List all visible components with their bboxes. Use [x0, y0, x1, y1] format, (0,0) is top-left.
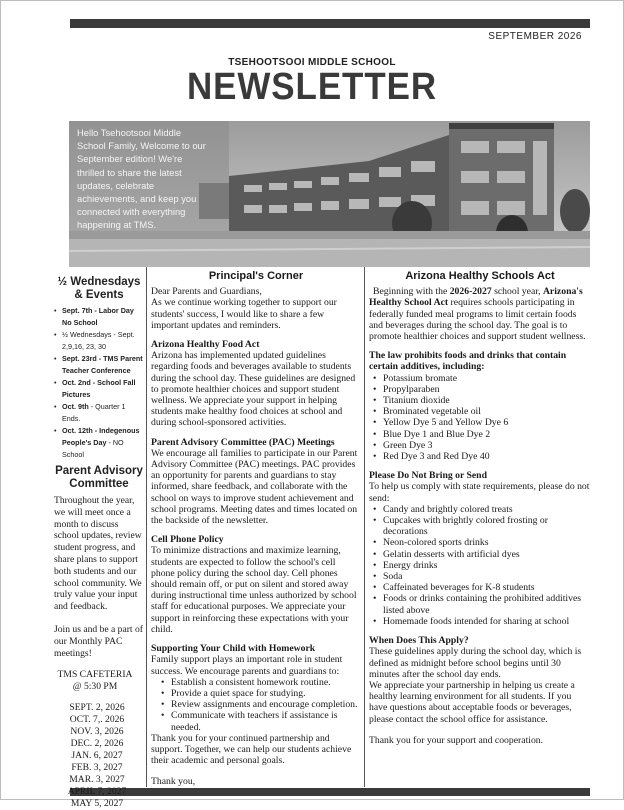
homework-list [151, 677, 361, 733]
sidebar [54, 276, 144, 810]
thanks-text: Thank you for your support and cooperation. [369, 734, 544, 746]
list-item: • Caffeinated beverages for K-8 students [373, 582, 591, 593]
list-item: • Neon-colored sports drinks [373, 537, 591, 548]
welcome-message: Hello Tsehootsooi Middle School Family, Welcome to our September edition! We're thrilled to share the latest updates, celebrate achievements, and keep you connected with everything happening at TMS. [77, 127, 206, 231]
list-item: • Gelatin desserts with artificial dyes [373, 549, 591, 560]
header-bar [70, 19, 590, 28]
donot-heading: Please Do Not Bring or Send [369, 470, 487, 482]
event-item: • Oct. 12th - Indegenous People's Day - NO School [54, 425, 144, 461]
when-text: These guidelines apply during the school day, which is defined as midnight before school begins until 30 minutes after the school day ends. [369, 646, 582, 680]
event-item: • Oct. 9th - Quarter 1 Ends. [54, 401, 144, 425]
pac-meetings-text: We encourage all families to participate in our Parent Advisory Committee (PAC) meetings. PAC provides an opportunity for parents and guardians to stay informed, share feedback, and collaborate with the school on ways to improve student achievement and school programs. Meeting dates and times located on the backside of the newsletter. [151, 447, 358, 527]
issue-date: SEPTEMBER 2026 [488, 31, 582, 42]
food-act-heading: Arizona Healthy Food Act [151, 339, 260, 351]
list-item: • Energy drinks [373, 560, 591, 571]
meeting-date: NOV. 3, 2026 [70, 726, 124, 738]
donot-text: To help us comply with state requirements, please do not send: [369, 481, 590, 504]
meeting-date: FEB. 3, 2027 [71, 761, 123, 773]
principal-intro: As we continue working together to support our students' success, I would like to share a few important updates and reminders. [151, 297, 337, 331]
meeting-date: JAN. 6, 2027 [71, 749, 123, 761]
signoff: Thank you, [151, 776, 196, 788]
healthy-schools-act [369, 271, 591, 746]
list-item: • Potassium bromate [373, 373, 591, 384]
list-item: • Yellow Dye 5 and Yellow Dye 6 [373, 417, 591, 428]
list-item: • Red Dye 3 and Red Dye 40 [373, 451, 591, 462]
when-heading: When Does This Apply? [369, 635, 469, 647]
food-act-text: Arizona has implemented updated guidelines regarding foods and beverages available to students during the school day. These guidelines are designed to promote healthier choices and support student wellness. We appreciate your support in helping students make healthy food choices at school and during school-sponsored activities. [151, 350, 356, 429]
pac-description: Throughout the year, we will meet once a month to discuss school updates, review student progress, and share plans to support both students and our school community. We truly value your input and feedback. [54, 495, 142, 613]
list-item: • Candy and brightly colored treats [373, 504, 591, 515]
list-item: • Homemade foods intended for sharing at school [373, 616, 591, 627]
pac-heading: Parent Advisory Committee [55, 465, 143, 490]
list-item: • Titanium dioxide [373, 395, 591, 406]
greeting: Dear Parents and Guardians, [151, 286, 262, 298]
closing-text: Thank you for your continued partnership and support. Together, we can help our students achieve their academic and personal goals. [151, 732, 352, 767]
principal-heading: Principal's Corner [208, 270, 304, 282]
event-item: • Sept. 7th - Labor Day No School [54, 305, 144, 329]
homework-text: Family support plays an important role in student success. We encourage parents and guardians to: [151, 654, 343, 677]
meeting-date: OCT. 7,. 2026 [69, 714, 125, 726]
meeting-date: MAY 5, 2027 [70, 797, 124, 809]
meeting-location: TMS CAFETERIA @ 5:30 PM [57, 669, 133, 693]
donot-list [369, 504, 591, 627]
pac-meetings-heading: Parent Advisory Committee (PAC) Meetings [151, 436, 335, 448]
healthy-intro: Beginning with the 2026-2027 school year, Arizona's Healthy School Act requires schools participating in federally funded meal programs to limit certain foods and beverages during the school day. The goal is to promote healthier choices and support student wellness. [369, 286, 586, 343]
cell-phone-heading: Cell Phone Policy [151, 534, 224, 546]
list-item: • Cupcakes with brightly colored frosting or decorations [373, 515, 591, 537]
appreciate-text: We appreciate your partnership in helping us create a healthy learning environment for all students. If you have questions about acceptable foods or beverages, please contact the school office for assistance. [369, 679, 575, 725]
column-divider-left [146, 267, 147, 787]
list-item: • Soda [373, 571, 591, 582]
additives-list [369, 373, 591, 463]
pac-invitation: Join us and be a part of our Monthly PAC meetings! [54, 623, 143, 659]
meeting-date: SEPT. 2, 2026 [69, 702, 125, 714]
list-item: • Brominated vegetable oil [373, 406, 591, 417]
list-item: • Blue Dye 1 and Blue Dye 2 [373, 429, 591, 440]
homework-heading: Supporting Your Child with Homework [151, 643, 316, 655]
list-item: • Green Dye 3 [373, 440, 591, 451]
prohibits-heading: The law prohibits foods and drinks that contain certain additives, including: [369, 350, 567, 373]
events-heading: ½ Wednesdays & Events [57, 276, 141, 301]
list-item: • Propylparaben [373, 384, 591, 395]
hero-image [69, 121, 590, 267]
meeting-date: MAR. 3, 2027 [69, 773, 125, 785]
list-item: • Foods or drinks containing the prohibited additives listed above [373, 593, 591, 615]
list-item: • Review assignments and encourage completion. [161, 699, 361, 710]
events-list [54, 305, 144, 461]
principals-corner [151, 271, 361, 788]
event-item: • Sept. 23rd - TMS Parent Teacher Conference [54, 353, 144, 377]
healthy-heading: Arizona Healthy Schools Act [405, 270, 555, 282]
column-divider-right [364, 267, 365, 787]
newsletter-title: NEWSLETTER [186, 66, 438, 108]
meeting-date: DEC. 2, 2026 [70, 738, 124, 750]
cell-phone-text: To minimize distractions and maximize learning, students are expected to follow the school's cell phone policy during the school day. Cell phones should remain off, or put on silent and stored away during instructional time unless authorized by school staff for educational purposes. We appreciate your support in reinforcing these expectations with your child. [151, 545, 357, 635]
meeting-dates [54, 702, 144, 809]
list-item: • Communicate with teachers if assistance is needed. [161, 710, 361, 732]
school-name: TSEHOOTSOOI MIDDLE SCHOOL [228, 57, 396, 68]
event-item: • ½ Wednesdays - Sept. 2,9,16, 23, 30 [54, 329, 144, 353]
meeting-date: APRIL 7, 2027 [67, 785, 127, 797]
event-item: • Oct. 2nd - School Fall Pictures [54, 377, 144, 401]
list-item: • Establish a consistent homework routine. [161, 677, 361, 688]
footer-bar [70, 788, 590, 796]
list-item: • Provide a quiet space for studying. [161, 688, 361, 699]
